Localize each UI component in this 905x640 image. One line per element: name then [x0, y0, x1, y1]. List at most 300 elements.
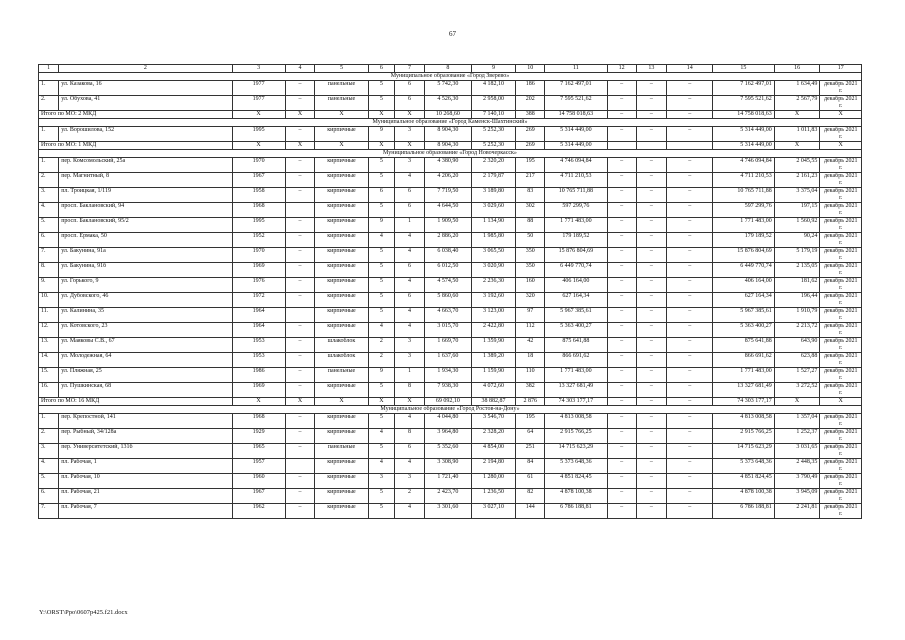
- table-cell: –: [285, 444, 315, 459]
- table-cell: 4 878 100,38: [713, 489, 775, 504]
- table-cell: 875 641,88: [713, 338, 775, 353]
- table-cell: 2 328,20: [471, 429, 516, 444]
- table-cell: 4: [395, 504, 425, 519]
- table-cell: 1 771 483,00: [713, 368, 775, 383]
- table-cell: –: [607, 158, 636, 173]
- table-cell: кирпичные: [315, 263, 368, 278]
- table-cell: 3 189,80: [471, 188, 516, 203]
- table-cell: 50: [516, 233, 545, 248]
- total-cell: 74 303 177,17: [713, 398, 775, 406]
- table-cell: 3 020,90: [471, 263, 516, 278]
- table-cell: декабрь 2021 г.: [820, 263, 862, 278]
- table-cell: ул. Бакунина, 91а: [59, 248, 232, 263]
- table-cell: шлакоблок: [315, 338, 368, 353]
- column-number-cell: 10: [516, 65, 545, 73]
- table-cell: кирпичные: [315, 188, 368, 203]
- total-cell: [607, 142, 636, 150]
- table-cell: 3: [368, 474, 395, 489]
- total-cell: 14 758 018,63: [545, 111, 608, 119]
- column-number-cell: 1: [39, 65, 59, 73]
- building-row: [39, 504, 862, 519]
- table-cell: 2: [395, 489, 425, 504]
- table-cell: кирпичные: [315, 383, 368, 398]
- table-cell: декабрь 2021 г.: [820, 173, 862, 188]
- column-number-cell: 17: [820, 65, 862, 73]
- table-cell: 302: [516, 203, 545, 218]
- table-cell: 6 786 188,81: [713, 504, 775, 519]
- table-cell: 5: [368, 383, 395, 398]
- table-cell: 406 164,00: [713, 278, 775, 293]
- table-cell: 6 449 770,74: [545, 263, 608, 278]
- total-cell: X: [395, 142, 425, 150]
- total-cell: X: [315, 142, 368, 150]
- table-cell: 42: [516, 338, 545, 353]
- table-cell: 14.: [39, 353, 59, 368]
- table-cell: 3 027,10: [471, 504, 516, 519]
- table-cell: 2: [368, 353, 395, 368]
- table-cell: –: [285, 96, 315, 111]
- table-cell: 1 134,90: [471, 218, 516, 233]
- table-cell: 1 721,40: [424, 474, 471, 489]
- municipality-total-row: [39, 398, 862, 406]
- municipality-title: Муниципальное образование «Город Ростов-на-Дону»: [39, 406, 862, 414]
- table-cell: –: [607, 353, 636, 368]
- table-cell: 83: [516, 188, 545, 203]
- building-row: [39, 323, 862, 338]
- table-cell: –: [636, 218, 667, 233]
- table-cell: 4 526,30: [424, 96, 471, 111]
- table-cell: кирпичные: [315, 293, 368, 308]
- table-cell: 623,88: [774, 353, 820, 368]
- table-cell: пл. Троицкая, 1/119: [59, 188, 232, 203]
- table-cell: 1.: [39, 81, 59, 96]
- table-cell: 1995: [232, 218, 285, 233]
- table-cell: 4 574,50: [424, 278, 471, 293]
- table-cell: ул. Котовского, 23: [59, 323, 232, 338]
- table-cell: пер. Комсомольский, 25а: [59, 158, 232, 173]
- total-cell: 69 092,10: [424, 398, 471, 406]
- building-row: [39, 173, 862, 188]
- table-cell: 10 765 711,88: [545, 188, 608, 203]
- table-cell: –: [607, 414, 636, 429]
- table-cell: –: [285, 474, 315, 489]
- table-cell: 1 280,00: [471, 474, 516, 489]
- table-cell: ул. Пляжная, 25: [59, 368, 232, 383]
- table-cell: –: [285, 489, 315, 504]
- municipality-title: Муниципальное образование «Город Новочеркасск»: [39, 150, 862, 158]
- total-cell: [667, 142, 713, 150]
- table-cell: 3 015,70: [424, 323, 471, 338]
- building-row: [39, 81, 862, 96]
- table-cell: –: [636, 188, 667, 203]
- table-cell: панельные: [315, 81, 368, 96]
- table-cell: 2 045,55: [774, 158, 820, 173]
- table-cell: –: [607, 383, 636, 398]
- table-cell: –: [636, 158, 667, 173]
- table-cell: пер. Магнитный, 8: [59, 173, 232, 188]
- building-row: [39, 158, 862, 173]
- total-cell: 388: [516, 111, 545, 119]
- table-cell: –: [667, 308, 713, 323]
- table-cell: –: [607, 218, 636, 233]
- table-cell: 13.: [39, 338, 59, 353]
- table-cell: 5 352,60: [424, 444, 471, 459]
- table-cell: 269: [516, 127, 545, 142]
- table-cell: –: [667, 489, 713, 504]
- table-cell: 1965: [232, 444, 285, 459]
- table-cell: 9: [368, 127, 395, 142]
- table-cell: –: [636, 278, 667, 293]
- table-cell: 5 373 648,36: [713, 459, 775, 474]
- table-cell: –: [607, 278, 636, 293]
- building-row: [39, 489, 862, 504]
- total-cell: 14 758 018,63: [713, 111, 775, 119]
- total-cell: X: [285, 142, 315, 150]
- table-cell: 1953: [232, 353, 285, 368]
- table-cell: кирпичные: [315, 173, 368, 188]
- table-cell: 5.: [39, 218, 59, 233]
- table-cell: 3: [395, 338, 425, 353]
- table-cell: 2 567,79: [774, 96, 820, 111]
- table-cell: пер. Рыбный, 34/128а: [59, 429, 232, 444]
- table-cell: 97: [516, 308, 545, 323]
- table-cell: –: [285, 338, 315, 353]
- table-cell: –: [607, 233, 636, 248]
- table-cell: пл. Рабочая, 10: [59, 474, 232, 489]
- table-cell: ул. Дубовского, 46: [59, 293, 232, 308]
- table-cell: 90,24: [774, 233, 820, 248]
- table-cell: 82: [516, 489, 545, 504]
- table-cell: 4 072,60: [471, 383, 516, 398]
- table-cell: 3 375,04: [774, 188, 820, 203]
- table-cell: 217: [516, 173, 545, 188]
- table-cell: 6.: [39, 233, 59, 248]
- table-cell: декабрь 2021 г.: [820, 308, 862, 323]
- table-cell: 2 886,20: [424, 233, 471, 248]
- table-cell: [285, 459, 315, 474]
- table-cell: 1977: [232, 96, 285, 111]
- table-cell: 4.: [39, 203, 59, 218]
- table-cell: –: [667, 263, 713, 278]
- table-cell: декабрь 2021 г.: [820, 489, 862, 504]
- table-cell: 179 189,52: [545, 233, 608, 248]
- table-cell: 6 038,40: [424, 248, 471, 263]
- table-cell: 5 363 400,27: [713, 323, 775, 338]
- table-cell: 202: [516, 96, 545, 111]
- column-number-cell: 3: [232, 65, 285, 73]
- table-cell: 4: [395, 459, 425, 474]
- table-cell: 1 771 483,00: [545, 368, 608, 383]
- table-cell: 5: [368, 489, 395, 504]
- table-cell: 195: [516, 414, 545, 429]
- table-cell: 4 380,90: [424, 158, 471, 173]
- table-cell: –: [607, 504, 636, 519]
- table-cell: кирпичные: [315, 323, 368, 338]
- table-cell: 4: [395, 233, 425, 248]
- table-cell: –: [285, 218, 315, 233]
- total-cell: X: [395, 111, 425, 119]
- table-cell: 3 301,60: [424, 504, 471, 519]
- table-cell: 3 964,80: [424, 429, 471, 444]
- table-cell: 866 691,62: [713, 353, 775, 368]
- table-cell: –: [667, 188, 713, 203]
- table-cell: 1 159,90: [471, 368, 516, 383]
- table-cell: 5: [368, 158, 395, 173]
- table-cell: –: [667, 96, 713, 111]
- building-row: [39, 414, 862, 429]
- table-cell: 2: [368, 338, 395, 353]
- table-cell: –: [607, 444, 636, 459]
- table-cell: 1964: [232, 323, 285, 338]
- table-cell: 12.: [39, 323, 59, 338]
- municipality-header-row: [39, 73, 862, 81]
- column-number-cell: 13: [636, 65, 667, 73]
- table-cell: 5: [368, 308, 395, 323]
- table-cell: 1 359,90: [471, 338, 516, 353]
- table-cell: 4: [395, 414, 425, 429]
- table-cell: 8: [395, 383, 425, 398]
- table-cell: декабрь 2021 г.: [820, 233, 862, 248]
- table-cell: 1969: [232, 383, 285, 398]
- table-cell: 179 189,52: [713, 233, 775, 248]
- column-number-cell: 5: [315, 65, 368, 73]
- building-row: [39, 429, 862, 444]
- table-cell: –: [667, 338, 713, 353]
- table-cell: 7 162 497,01: [545, 81, 608, 96]
- table-cell: просп. Баклановский, 94: [59, 203, 232, 218]
- table-cell: –: [636, 308, 667, 323]
- table-cell: 4: [368, 233, 395, 248]
- table-cell: –: [607, 81, 636, 96]
- table-cell: декабрь 2021 г.: [820, 248, 862, 263]
- table-cell: –: [636, 203, 667, 218]
- table-cell: 1 669,70: [424, 338, 471, 353]
- table-cell: 196,44: [774, 293, 820, 308]
- table-cell: ул. Бакунина, 91б: [59, 263, 232, 278]
- table-cell: 15.: [39, 368, 59, 383]
- table-cell: 7.: [39, 248, 59, 263]
- table-cell: 7 938,30: [424, 383, 471, 398]
- table-cell: декабрь 2021 г.: [820, 383, 862, 398]
- table-cell: 5: [368, 293, 395, 308]
- table-cell: 1 934,30: [424, 368, 471, 383]
- table-cell: 2 958,00: [471, 96, 516, 111]
- table-cell: кирпичные: [315, 429, 368, 444]
- table-cell: 4 663,70: [424, 308, 471, 323]
- table-cell: кирпичные: [315, 414, 368, 429]
- table-cell: 2.: [39, 173, 59, 188]
- total-cell: –: [636, 398, 667, 406]
- table-cell: 597 299,76: [545, 203, 608, 218]
- table-cell: 4 854,00: [471, 444, 516, 459]
- table-cell: –: [285, 233, 315, 248]
- table-cell: 5 967 385,61: [713, 308, 775, 323]
- building-row: [39, 248, 862, 263]
- table-cell: –: [667, 368, 713, 383]
- table-cell: декабрь 2021 г.: [820, 203, 862, 218]
- table-cell: –: [285, 158, 315, 173]
- table-cell: –: [667, 218, 713, 233]
- column-number-row: [39, 65, 862, 73]
- table-cell: 1964: [232, 308, 285, 323]
- table-cell: 5 967 385,61: [545, 308, 608, 323]
- table-cell: 1976: [232, 278, 285, 293]
- total-cell: X: [315, 111, 368, 119]
- table-cell: ул. Пушкинская, 68: [59, 383, 232, 398]
- table-cell: –: [607, 263, 636, 278]
- table-cell: 3 272,52: [774, 383, 820, 398]
- column-number-cell: 4: [285, 65, 315, 73]
- table-cell: 1.: [39, 158, 59, 173]
- table-cell: 627 164,34: [545, 293, 608, 308]
- total-cell: X: [820, 398, 862, 406]
- building-row: [39, 218, 862, 233]
- table-cell: ул. Казакова, 16: [59, 81, 232, 96]
- table-cell: 3: [395, 158, 425, 173]
- table-cell: кирпичные: [315, 248, 368, 263]
- table-cell: –: [667, 248, 713, 263]
- table-cell: 5: [368, 81, 395, 96]
- table-cell: –: [607, 127, 636, 142]
- table-cell: 4: [395, 308, 425, 323]
- table-cell: ул. Горького, 9: [59, 278, 232, 293]
- table-cell: –: [607, 459, 636, 474]
- total-cell: X: [285, 398, 315, 406]
- table-cell: 406 164,00: [545, 278, 608, 293]
- table-cell: декабрь 2021 г.: [820, 459, 862, 474]
- municipality-header-row: [39, 119, 862, 127]
- table-cell: –: [285, 383, 315, 398]
- total-cell: –: [667, 111, 713, 119]
- table-cell: 4 746 094,84: [545, 158, 608, 173]
- table-cell: пл. Рабочая, 7: [59, 504, 232, 519]
- table-cell: 1 910,79: [774, 308, 820, 323]
- document-file-path: Y:\ORST\Ppo\0607p425.f21.docx: [39, 609, 128, 616]
- table-cell: 8.: [39, 263, 59, 278]
- table-cell: –: [667, 158, 713, 173]
- table-cell: –: [285, 353, 315, 368]
- table-cell: 2 448,35: [774, 459, 820, 474]
- table-cell: –: [636, 383, 667, 398]
- table-cell: 14 715 623,29: [713, 444, 775, 459]
- table-cell: 4 711 210,53: [545, 173, 608, 188]
- table-cell: –: [607, 173, 636, 188]
- table-cell: –: [667, 444, 713, 459]
- table-cell: ул. Маяковы С.В., 67: [59, 338, 232, 353]
- table-cell: –: [285, 248, 315, 263]
- table-cell: –: [285, 414, 315, 429]
- table-cell: 3 945,09: [774, 489, 820, 504]
- table-cell: 110: [516, 368, 545, 383]
- table-cell: 7 719,50: [424, 188, 471, 203]
- table-cell: 9: [368, 218, 395, 233]
- table-cell: пл. Рабочая, 1: [59, 459, 232, 474]
- building-row: [39, 474, 862, 489]
- table-cell: ул. Ворошилова, 152: [59, 127, 232, 142]
- table-cell: –: [636, 353, 667, 368]
- table-cell: 6 786 188,81: [545, 504, 608, 519]
- table-cell: –: [636, 429, 667, 444]
- table-cell: –: [636, 233, 667, 248]
- table-cell: –: [636, 248, 667, 263]
- total-cell: X: [774, 398, 820, 406]
- table-cell: 1 771 483,00: [713, 218, 775, 233]
- table-cell: 1 560,92: [774, 218, 820, 233]
- table-cell: декабрь 2021 г.: [820, 158, 862, 173]
- table-cell: 4: [395, 278, 425, 293]
- total-label: Итого по МО: 1 МКД: [39, 142, 233, 150]
- municipality-header-row: [39, 150, 862, 158]
- table-cell: 4 851 824,45: [713, 474, 775, 489]
- table-cell: кирпичные: [315, 474, 368, 489]
- table-cell: 1 771 483,00: [545, 218, 608, 233]
- table-cell: –: [636, 96, 667, 111]
- total-cell: X: [315, 398, 368, 406]
- table-cell: 2 915 766,25: [545, 429, 608, 444]
- table-cell: –: [636, 414, 667, 429]
- table-cell: –: [667, 173, 713, 188]
- table-cell: 5: [368, 504, 395, 519]
- table-cell: 1960: [232, 474, 285, 489]
- building-row: [39, 263, 862, 278]
- table-cell: –: [636, 459, 667, 474]
- table-cell: 1 985,80: [471, 233, 516, 248]
- table-cell: 4: [368, 323, 395, 338]
- table-cell: –: [667, 81, 713, 96]
- table-cell: декабрь 2021 г.: [820, 474, 862, 489]
- table-cell: 5 314 449,00: [713, 127, 775, 142]
- table-cell: –: [636, 81, 667, 96]
- table-cell: 627 164,34: [713, 293, 775, 308]
- table-cell: 2 422,80: [471, 323, 516, 338]
- table-cell: ул. Молодежная, 64: [59, 353, 232, 368]
- table-cell: 6: [395, 188, 425, 203]
- table-cell: 3 308,90: [424, 459, 471, 474]
- total-cell: X: [820, 111, 862, 119]
- table-cell: –: [607, 489, 636, 504]
- table-cell: 1970: [232, 158, 285, 173]
- table-cell: –: [607, 308, 636, 323]
- total-cell: X: [368, 111, 395, 119]
- table-cell: 6: [395, 81, 425, 96]
- table-cell: –: [285, 278, 315, 293]
- table-cell: –: [285, 81, 315, 96]
- table-cell: –: [636, 504, 667, 519]
- table-cell: 195: [516, 158, 545, 173]
- table-cell: 5 314 449,00: [545, 127, 608, 142]
- total-cell: 5 314 449,00: [713, 142, 775, 150]
- table-cell: кирпичные: [315, 278, 368, 293]
- table-cell: –: [607, 188, 636, 203]
- table-cell: 3: [395, 474, 425, 489]
- table-cell: 160: [516, 278, 545, 293]
- table-cell: 7 162 497,01: [713, 81, 775, 96]
- table-cell: просп. Баклановский, 95/2: [59, 218, 232, 233]
- table-cell: 16.: [39, 383, 59, 398]
- building-row: [39, 459, 862, 474]
- total-cell: X: [232, 111, 285, 119]
- table-cell: –: [285, 368, 315, 383]
- total-label: Итого по МО: 16 МКД: [39, 398, 233, 406]
- table-cell: кирпичные: [315, 218, 368, 233]
- table-cell: –: [285, 127, 315, 142]
- total-cell: X: [774, 142, 820, 150]
- table-cell: 1 011,83: [774, 127, 820, 142]
- table-cell: декабрь 2021 г.: [820, 429, 862, 444]
- table-cell: 9: [368, 368, 395, 383]
- table-cell: 4: [395, 248, 425, 263]
- municipality-total-row: [39, 111, 862, 119]
